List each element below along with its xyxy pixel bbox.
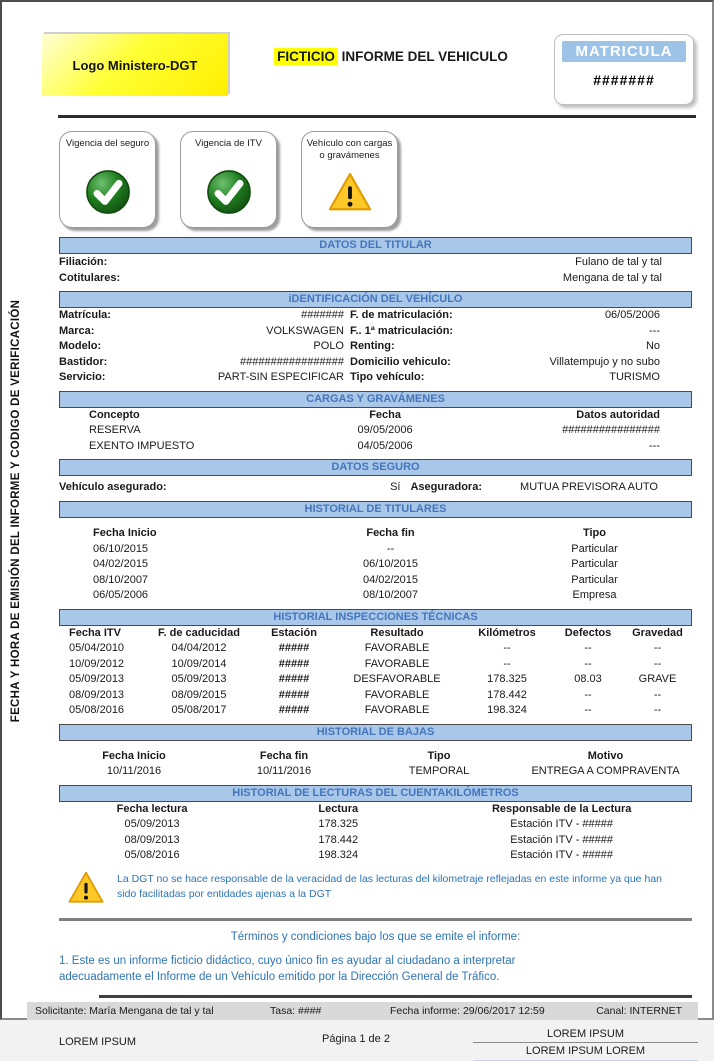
badge-seguro — [59, 131, 156, 228]
field-label: Aseguradora: — [410, 481, 482, 493]
section-header-identificacion: iDENTIFICACIÓN DEL VEHÍCULO — [59, 291, 692, 308]
ficticio-highlight: FICTICIO — [274, 48, 338, 65]
table-cell: 05/08/2016 — [69, 704, 125, 716]
field-label: Cotitulares: — [59, 272, 121, 284]
table-cell: 04/02/2015 — [93, 558, 149, 570]
section-header-itv: HISTORIAL INSPECCIONES TÉCNICAS — [59, 609, 692, 626]
table-cell: ##### — [278, 688, 310, 701]
table-cell: 06/10/2015 — [362, 558, 419, 570]
table-cell: -- — [653, 688, 662, 701]
header-divider — [58, 115, 696, 118]
report-title-rest: INFORME DEL VEHICULO — [337, 49, 508, 64]
titular-row — [59, 255, 692, 270]
table-header-cell: Datos autoridad — [576, 408, 660, 421]
section-header-cargas: CARGAS Y GRAVÁMENES — [59, 391, 692, 408]
table-row — [59, 588, 692, 604]
table-cell: 08/10/2007 — [362, 589, 419, 601]
table-cell: 08/10/2007 — [93, 573, 149, 586]
signature-block — [473, 1028, 698, 1061]
ident-row — [59, 355, 692, 371]
field-label: Bastidor: — [59, 355, 108, 368]
table-cell: 05/08/2017 — [171, 704, 227, 716]
table-cell: 06/10/2015 — [93, 542, 149, 555]
terms-body: 1. Este es un informe ficticio didáctico, cuyo único fin es ayudar al ciudadano a interpretar adecuadamente el Informe de un Vehículo emitido por la Dirección General de Tráfico. — [59, 954, 516, 983]
check-icon — [83, 162, 133, 221]
table-cell: -- — [584, 657, 592, 670]
lecturas-header-row — [59, 802, 692, 818]
table-row — [59, 764, 692, 780]
tasa-text: Tasa: #### — [270, 1004, 322, 1017]
table-header-cell: Lectura — [318, 802, 359, 815]
section-header-bajas: HISTORIAL DE BAJAS — [59, 724, 692, 741]
table-cell: Estación ITV - ##### — [510, 849, 614, 861]
footer-left-text: LOREM IPSUM — [59, 1035, 137, 1048]
dgt-logo: Logo Ministero-DGT — [42, 34, 228, 96]
table-cell: ##### — [278, 673, 310, 685]
section-header-titulares-hist: HISTORIAL DE TITULARES — [59, 501, 692, 518]
table-cell: ##### — [278, 704, 310, 716]
field-value: MUTUA PREVISORA AUTO — [520, 481, 658, 493]
field-value: ################# — [239, 355, 344, 368]
terms-heading: Términos y condiciones bajo los que se emite el informe: — [230, 930, 521, 943]
table-header-cell: Concepto — [89, 408, 140, 421]
table-row — [59, 439, 692, 455]
titular-row — [59, 271, 692, 286]
field-label: F.. 1ª matriculación: — [350, 324, 454, 337]
table-row — [59, 641, 692, 657]
table-cell: Particular — [571, 573, 618, 586]
table-cell: 05/04/2010 — [69, 642, 125, 654]
ident-row — [59, 308, 692, 324]
table-header-cell: Motivo — [587, 749, 624, 762]
table-cell: -- — [653, 642, 662, 654]
field-label: Domicilio vehiculo: — [350, 355, 451, 368]
table-cell: 05/09/2013 — [124, 818, 180, 830]
warning-icon — [67, 870, 105, 908]
table-cell: 08/09/2013 — [124, 833, 180, 846]
table-cell: Estación ITV - ##### — [510, 833, 614, 846]
report-header — [2, 2, 712, 105]
table-cell: 08.03 — [574, 673, 602, 685]
ident-row — [59, 324, 692, 340]
seguro-row — [59, 479, 692, 496]
field-value: Mengana de tal y tal — [562, 272, 662, 284]
table-cell: -- — [503, 642, 511, 654]
table-cell: DESFAVORABLE — [353, 673, 441, 685]
section-header-titular: DATOS DEL TITULAR — [59, 237, 692, 254]
solicitante-text: Solicitante: María Mengana de tal y tal — [35, 1004, 214, 1017]
table-cell: 178.325 — [487, 673, 527, 685]
table-cell: -- — [584, 642, 592, 654]
badge-label: Vigencia del seguro — [65, 138, 150, 149]
warning-note-text: La DGT no se hace responsable de la veracidad de las lecturas del kilometraje reflejadas en este informe ya que han sido facilitadas por entidades ajenas a la DGT — [117, 872, 662, 901]
table-header-cell: Fecha — [369, 408, 401, 421]
field-label: Filiación: — [59, 256, 108, 268]
table-row — [59, 557, 692, 573]
table-header-cell: Gravedad — [632, 626, 683, 639]
badge-cargas — [301, 131, 398, 228]
field-value: --- — [649, 324, 660, 337]
report-body — [59, 237, 692, 998]
table-row — [59, 657, 692, 673]
table-cell: ENTREGA A COMPRAVENTA — [531, 765, 680, 777]
signature-bottom: LOREM IPSUM LOREM — [473, 1043, 698, 1061]
field-label: Modelo: — [59, 340, 102, 352]
table-row — [59, 817, 692, 833]
table-header-cell: Fecha Inicio — [102, 749, 166, 762]
terms-top-divider — [59, 918, 692, 921]
report-title — [228, 34, 554, 64]
bajas-header-row — [59, 741, 692, 765]
table-cell: EXENTO IMPUESTO — [89, 439, 195, 452]
ident-row — [59, 339, 692, 355]
table-header-cell: Fecha fin — [259, 749, 309, 762]
table-cell: Particular — [571, 542, 618, 555]
table-row — [59, 703, 692, 719]
table-cell: 05/08/2016 — [124, 849, 180, 861]
titulares-header-row — [59, 518, 692, 542]
table-cell: -- — [584, 688, 592, 701]
table-row — [59, 573, 692, 589]
field-value: No — [645, 340, 660, 352]
table-cell: Empresa — [572, 589, 617, 601]
table-cell: 08/09/2015 — [171, 688, 227, 701]
page-number: Página 1 de 2 — [322, 1032, 390, 1045]
table-cell: TEMPORAL — [408, 765, 470, 777]
fecha-informe-text: Fecha informe: 29/06/2017 12:59 — [390, 1004, 545, 1017]
table-cell: FAVORABLE — [364, 642, 430, 654]
table-cell: ##### — [278, 642, 310, 654]
section-header-lecturas: HISTORIAL DE LECTURAS DEL CUENTAKILÓMETROS — [59, 785, 692, 802]
table-row — [59, 423, 692, 439]
table-row — [59, 542, 692, 558]
field-value: VOLKSWAGEN — [266, 324, 344, 337]
terms-bottom-divider — [99, 995, 692, 998]
terms-block — [59, 931, 692, 985]
table-header-cell: F. de caducidad — [158, 626, 240, 639]
status-badges — [59, 131, 712, 228]
badge-label: Vigencia de ITV — [195, 138, 262, 149]
table-header-cell: Defectos — [564, 626, 612, 639]
itv-header-row — [59, 626, 692, 642]
side-vertical-text: FECHA Y HORA DE EMISIÓN DEL INFORME Y CODIGO DE VERIFICACIÓN — [10, 299, 22, 723]
table-cell: 06/05/2006 — [93, 589, 149, 601]
table-cell: 09/05/2006 — [357, 424, 413, 436]
field-label: F. de matriculación: — [350, 309, 453, 321]
plate-card — [554, 34, 694, 105]
canal-text: Canal: INTERNET — [596, 1004, 682, 1017]
table-cell: Estación ITV - ##### — [510, 818, 614, 830]
table-header-cell: Tipo — [582, 527, 606, 539]
table-cell: 178.442 — [487, 688, 527, 701]
table-cell: ##### — [278, 657, 310, 670]
table-header-cell: Fecha lectura — [116, 802, 188, 815]
footer-bar — [27, 1002, 698, 1020]
plate-value: ####### — [593, 72, 655, 88]
table-row — [59, 688, 692, 704]
table-header-cell: Estación — [271, 626, 317, 639]
field-value: TURISMO — [609, 371, 660, 383]
table-cell: -- — [653, 657, 662, 670]
table-cell: 08/09/2013 — [69, 688, 125, 701]
plate-label: MATRICULA — [562, 41, 686, 62]
badge-itv — [180, 131, 277, 228]
field-label: Servicio: — [59, 371, 106, 383]
table-cell: 10/09/2012 — [69, 657, 125, 670]
table-cell: 198.324 — [487, 704, 527, 716]
table-cell: FAVORABLE — [364, 657, 430, 670]
table-cell: FAVORABLE — [364, 704, 430, 716]
table-header-cell: Tipo — [427, 749, 451, 762]
field-label: Marca: — [59, 324, 95, 337]
table-cell: -- — [386, 542, 395, 555]
table-row — [59, 848, 692, 864]
check-icon — [204, 162, 254, 221]
field-value: POLO — [313, 340, 344, 352]
field-label: Tipo vehículo: — [350, 371, 425, 383]
badge-label: Vehículo con cargas o gravámenes — [306, 138, 393, 161]
cargas-header-row — [59, 408, 692, 424]
table-cell: -- — [653, 704, 662, 716]
odometer-warning — [67, 870, 692, 908]
table-header-cell: Responsable de la Lectura — [491, 802, 632, 815]
footer-row — [59, 1028, 698, 1061]
table-cell: 10/11/2016 — [106, 765, 162, 777]
signature-top: LOREM IPSUM — [473, 1028, 698, 1043]
field-value: Fulano de tal y tal — [575, 256, 662, 268]
table-cell: --- — [649, 439, 660, 452]
table-header-cell: Kilómetros — [478, 626, 536, 639]
warning-icon — [327, 162, 373, 221]
table-cell: 10/11/2016 — [256, 765, 312, 777]
table-header-cell: Fecha Inicio — [93, 527, 157, 539]
field-label: Matrícula: — [59, 309, 111, 321]
table-cell: -- — [503, 657, 511, 670]
table-cell: 05/09/2013 — [171, 673, 227, 685]
table-cell: 04/02/2015 — [362, 573, 419, 586]
table-cell: 198.324 — [318, 849, 359, 861]
table-cell: RESERVA — [89, 424, 141, 436]
table-cell: 178.442 — [318, 833, 359, 846]
ident-row — [59, 370, 692, 386]
table-cell: 10/09/2014 — [171, 657, 227, 670]
table-cell: FAVORABLE — [364, 688, 430, 701]
field-value: PART-SIN ESPECIFICAR — [217, 371, 344, 383]
field-value: Sí — [390, 481, 401, 493]
table-header-cell: Fecha ITV — [69, 626, 121, 639]
table-cell: 05/09/2013 — [69, 673, 125, 685]
field-value: 06/05/2006 — [604, 309, 660, 321]
table-row — [59, 672, 692, 688]
table-cell: 04/05/2006 — [357, 439, 413, 452]
field-value: Villatempujo y no subo — [549, 355, 660, 368]
table-header-cell: Fecha fin — [366, 527, 415, 539]
section-header-seguro: DATOS SEGURO — [59, 459, 692, 476]
field-value: ####### — [301, 309, 344, 321]
table-header-cell: Resultado — [370, 626, 424, 639]
table-cell: 04/04/2012 — [171, 642, 227, 654]
table-row — [59, 833, 692, 849]
table-cell: 178.325 — [318, 818, 359, 830]
field-label: Vehículo asegurado: — [59, 481, 167, 493]
field-label: Renting: — [350, 340, 395, 352]
table-cell: ################ — [562, 424, 660, 436]
table-cell: -- — [584, 704, 592, 716]
table-cell: GRAVE — [638, 673, 677, 685]
table-cell: Particular — [571, 558, 618, 570]
